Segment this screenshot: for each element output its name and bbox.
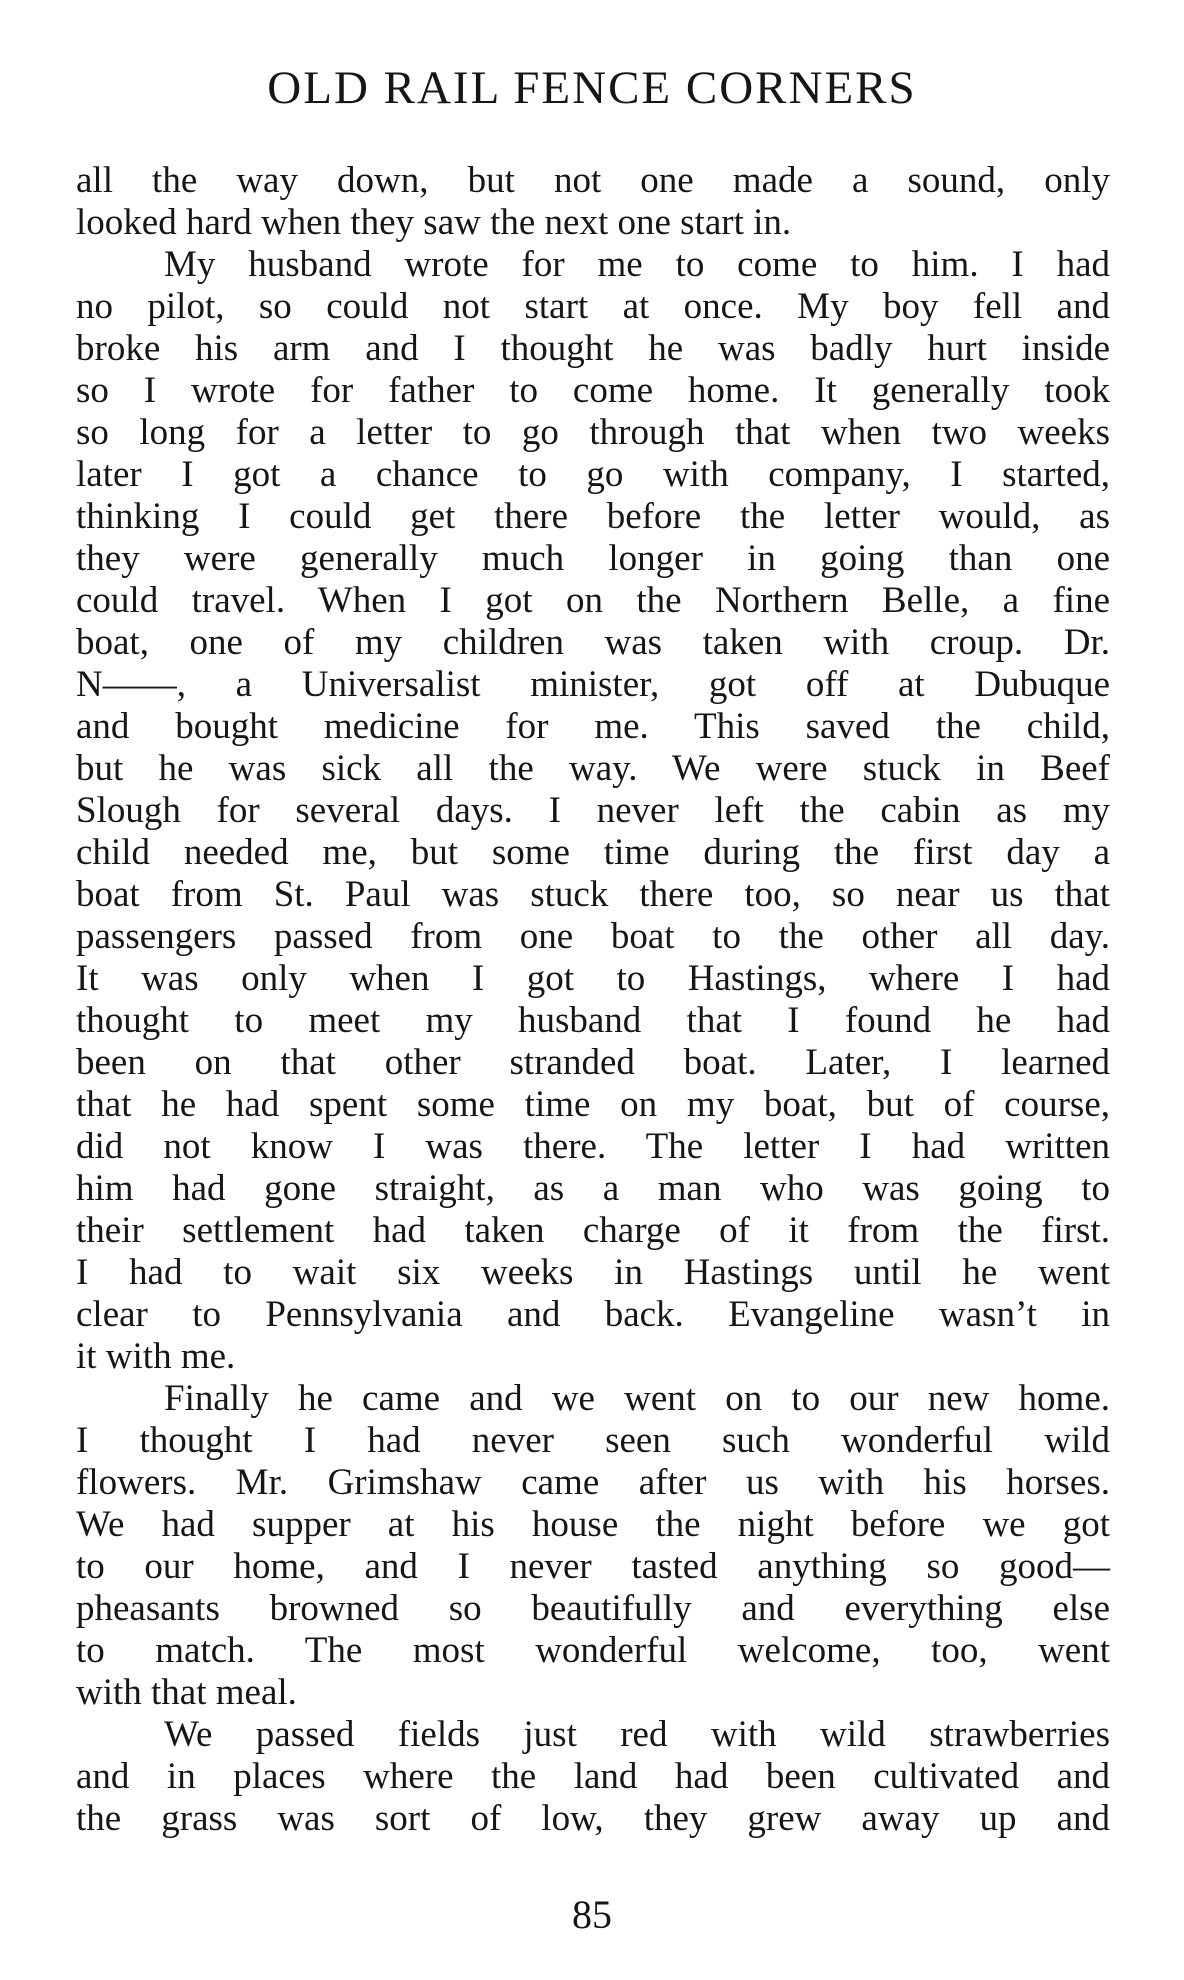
text-line: thought to meet my husband that I found he had [76,1000,1110,1041]
text-line: Slough for several days. I never left the cabin as my [76,790,1110,831]
text-line: all the way down, but not one made a sound, only [76,160,1110,201]
text-line: thinking I could get there before the letter would, as [76,496,1110,537]
text-line: been on that other stranded boat. Later, I learned [76,1042,1110,1083]
text-line: I thought I had never seen such wonderful wild [76,1420,1110,1461]
text-line: passengers passed from one boat to the other all day. [76,916,1110,957]
text-line: the grass was sort of low, they grew away up and [76,1798,1110,1839]
text-line: to our home, and I never tasted anything so good— [76,1546,1110,1587]
text-line: looked hard when they saw the next one start in. [76,202,792,243]
text-line: It was only when I got to Hastings, where I had [76,958,1110,999]
text-line: no pilot, so could not start at once. My boy fell and [76,286,1110,327]
text-line: so long for a letter to go through that when two weeks [76,412,1110,453]
text-line: and in places where the land had been cultivated and [76,1756,1110,1797]
text-line: clear to Pennsylvania and back. Evangeline wasn’t in [76,1294,1110,1335]
text-line: boat, one of my children was taken with croup. Dr. [76,622,1110,663]
text-line: pheasants browned so beautifully and everything else [76,1588,1110,1629]
text-line: with that meal. [76,1672,297,1713]
text-line: that he had spent some time on my boat, but of course, [76,1084,1110,1125]
running-head-title: OLD RAIL FENCE CORNERS [267,62,917,114]
text-line: did not know I was there. The letter I had written [76,1126,1110,1167]
text-line: We had supper at his house the night before we got [76,1504,1110,1545]
paragraph-start-line: My husband wrote for me to come to him. I had [164,244,1110,285]
paragraph-start-line: We passed fields just red with wild strawberries [164,1714,1110,1755]
text-line: broke his arm and I thought he was badly hurt inside [76,328,1110,369]
text-line: child needed me, but some time during the first day a [76,832,1110,873]
text-line: but he was sick all the way. We were stuck in Beef [76,748,1110,789]
text-line: to match. The most wonderful welcome, too, went [76,1630,1110,1671]
body-text [76,160,1110,1840]
text-line: their settlement had taken charge of it from the first. [76,1210,1110,1251]
text-line: they were generally much longer in going than one [76,538,1110,579]
text-line: later I got a chance to go with company, I started, [76,454,1110,495]
text-line: flowers. Mr. Grimshaw came after us with his horses. [76,1462,1110,1503]
page-number: 85 [572,1892,612,1937]
text-line: could travel. When I got on the Northern Belle, a fine [76,580,1110,621]
text-line: it with me. [76,1336,236,1377]
text-line: so I wrote for father to come home. It generally took [76,370,1110,411]
text-line: and bought medicine for me. This saved the child, [76,706,1110,747]
paragraph-start-line: Finally he came and we went on to our new home. [164,1378,1110,1419]
text-line: boat from St. Paul was stuck there too, so near us that [76,874,1110,915]
text-line: I had to wait six weeks in Hastings until he went [76,1252,1110,1293]
text-line: him had gone straight, as a man who was going to [76,1168,1110,1209]
text-line: N——, a Universalist minister, got off at Dubuque [76,664,1110,705]
